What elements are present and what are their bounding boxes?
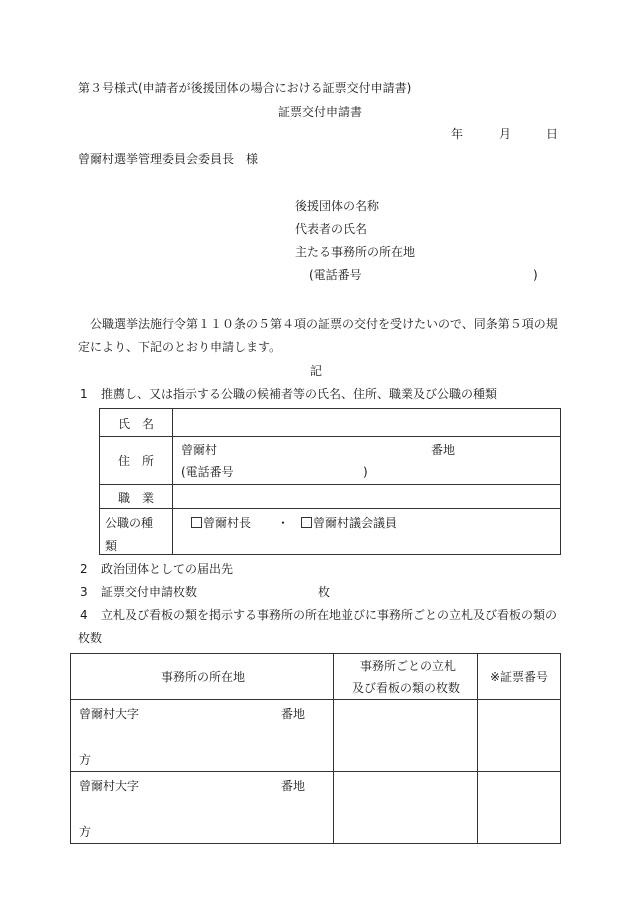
date-year: 年 xyxy=(451,127,464,141)
address-banchi: 番地 xyxy=(431,443,456,457)
applicant-phone-close: ) xyxy=(533,268,538,282)
item-3-unit: 枚 xyxy=(318,585,331,599)
header-cert-cell: ※証票番号 xyxy=(478,654,561,700)
item-4-text-line-2: 枚数 xyxy=(78,631,103,645)
office-type-value-cell xyxy=(173,509,561,555)
table-row xyxy=(71,700,561,772)
office-type-label-cell: 公職の種 類 xyxy=(100,509,173,555)
office-cert-cell[interactable] xyxy=(478,772,561,844)
occupation-label-cell: 職 業 xyxy=(100,485,173,509)
occupation-value-cell[interactable] xyxy=(173,485,561,509)
item-4-number: 4 xyxy=(80,608,88,622)
address-village: 曾爾村 xyxy=(181,443,218,457)
office-count-cell[interactable] xyxy=(334,772,478,844)
item-3-text: 証票交付申請枚数 xyxy=(101,585,198,599)
item-2-number: 2 xyxy=(80,562,88,576)
item-1-number: 1 xyxy=(80,387,88,401)
office-cert-cell[interactable] xyxy=(478,700,561,772)
header-location-cell: 事務所の所在地 xyxy=(71,654,334,700)
office-location-cell[interactable]: 曾爾村大字 番地 方 xyxy=(71,772,334,844)
checkbox-icon[interactable] xyxy=(191,517,202,528)
form-number: 第３号様式(申請者が後援団体の場合における証票交付申請書) xyxy=(78,81,412,95)
date-month: 月 xyxy=(499,127,512,141)
item-4-text-line-1: 立札及び看板の類を掲示する事務所の所在地並びに事務所ごとの立札及び看板の類の xyxy=(101,608,558,622)
addressee: 曾爾村選挙管理委員会委員長 様 xyxy=(78,152,259,166)
body-line-1: 公職選挙法施行令第１１０条の５第４項の証票の交付を受けたいので、同条第５項の規 xyxy=(90,317,558,331)
item-1-text: 推薦し、又は指示する公職の候補者等の氏名、住所、職業及び公職の種類 xyxy=(101,387,498,401)
option-separator: ・ xyxy=(277,516,290,530)
body-line-2: 定により、下記のとおり申請します。 xyxy=(78,340,282,354)
address-label-cell: 住 所 xyxy=(100,437,173,485)
office-address-label: 主たる事務所の所在地 xyxy=(295,245,416,259)
date-day: 日 xyxy=(546,127,559,141)
candidate-phone-label: (電話番号 xyxy=(181,465,234,479)
office-count-cell[interactable] xyxy=(334,700,478,772)
table-row xyxy=(71,772,561,844)
name-label-cell: 氏 名 xyxy=(100,409,173,437)
name-value-cell[interactable] xyxy=(173,409,561,437)
item-2-text: 政治団体としての届出先 xyxy=(101,562,234,576)
office-table xyxy=(70,653,561,844)
applicant-phone-label: (電話番号 xyxy=(309,268,362,282)
address-value-cell[interactable] xyxy=(173,437,561,485)
ki-heading: 記 xyxy=(310,364,323,378)
office-location-cell[interactable]: 曾爾村大字 番地 方 xyxy=(71,700,334,772)
candidate-table xyxy=(99,408,561,555)
option-mayor[interactable]: 曾爾村長 xyxy=(191,517,251,529)
item-3-number: 3 xyxy=(80,585,88,599)
group-name-label: 後援団体の名称 xyxy=(295,199,380,213)
checkbox-icon[interactable] xyxy=(301,517,312,528)
option-council[interactable]: 曾爾村議会議員 xyxy=(301,517,397,529)
document-title: 証票交付申請書 xyxy=(278,105,363,119)
candidate-phone-close: ) xyxy=(363,465,368,479)
representative-label: 代表者の氏名 xyxy=(295,222,368,236)
header-count-cell: 事務所ごとの立札 及び看板の類の枚数 xyxy=(334,654,478,700)
